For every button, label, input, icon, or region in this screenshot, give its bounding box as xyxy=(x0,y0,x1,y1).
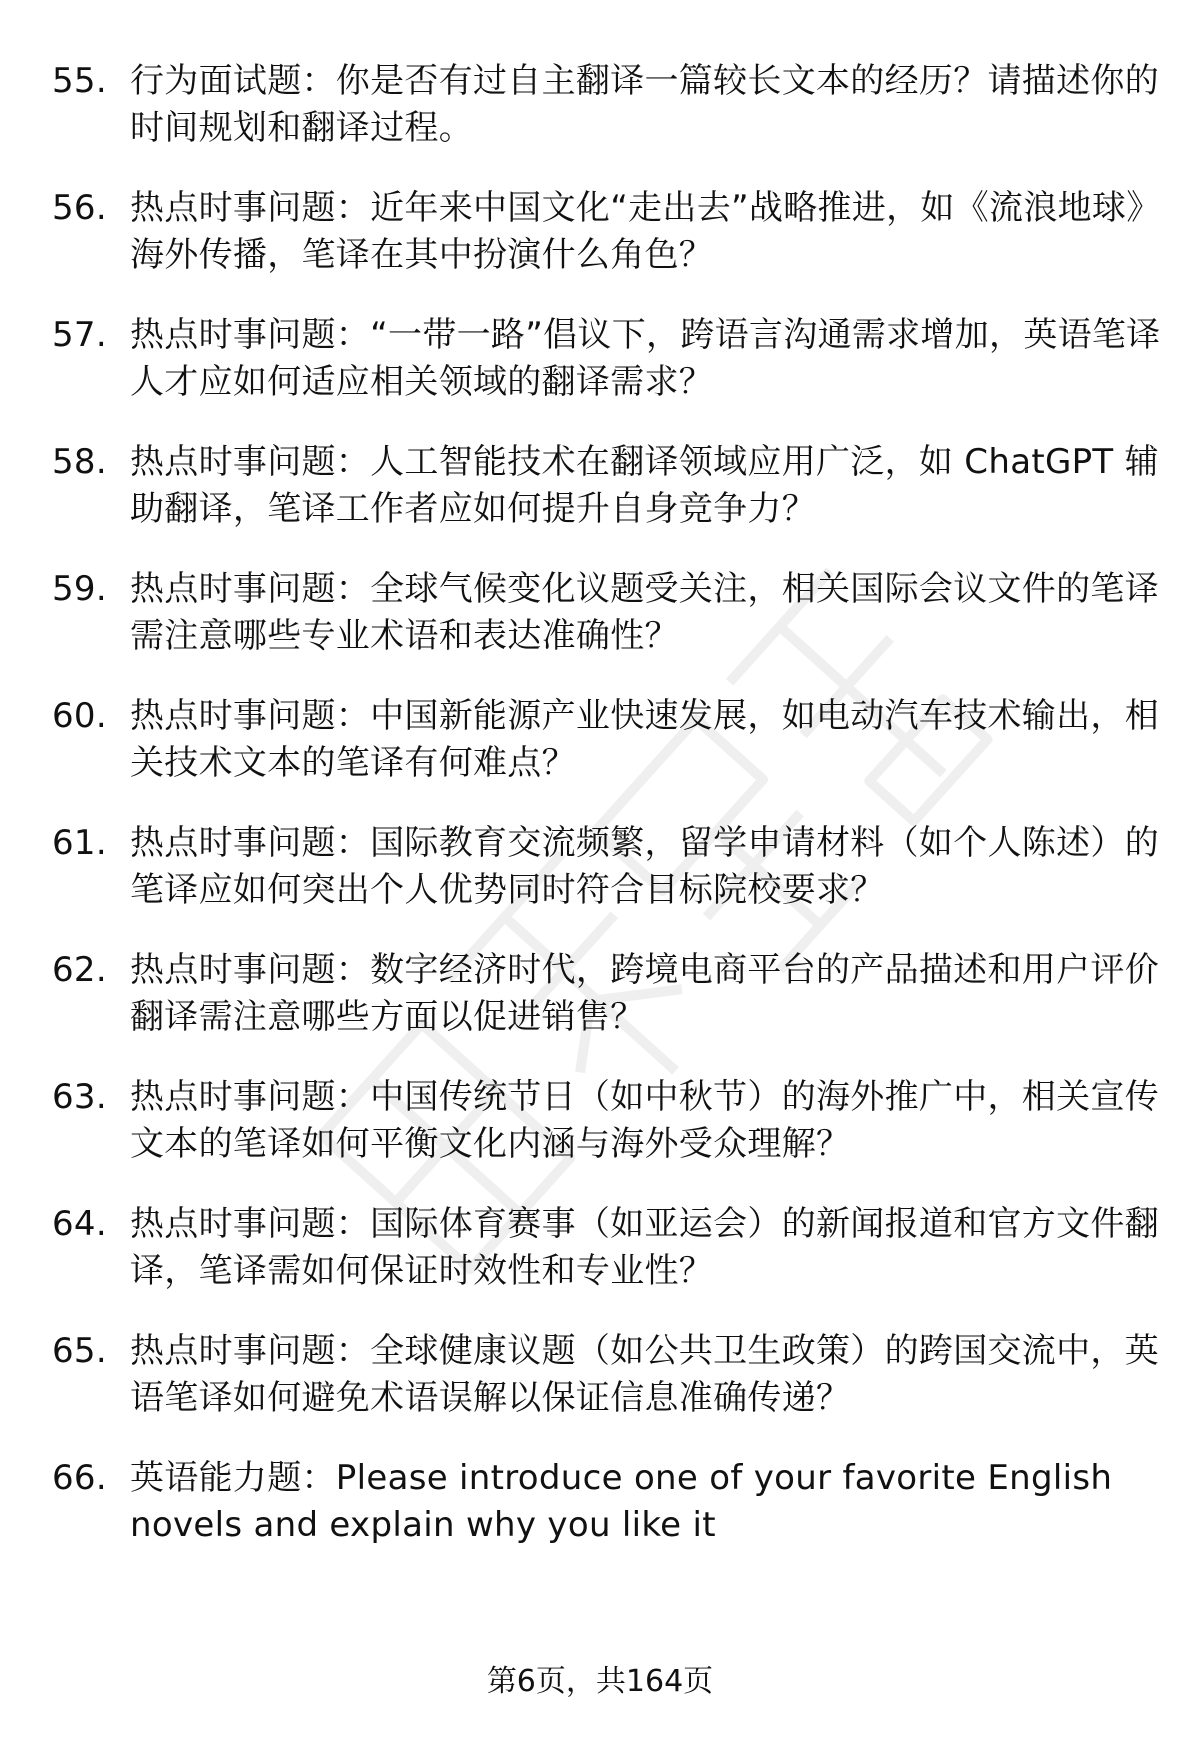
question-item xyxy=(52,185,1162,279)
question-number: 57. xyxy=(52,315,107,355)
question-number: 60. xyxy=(52,696,107,736)
question-number: 59. xyxy=(52,569,107,609)
question-number: 63. xyxy=(52,1077,107,1117)
question-item xyxy=(52,58,1162,152)
page-number-footer: 第6页，共164页 xyxy=(486,1664,714,1699)
question-number: 65. xyxy=(52,1331,107,1371)
question-item xyxy=(52,439,1162,533)
question-list xyxy=(52,58,1162,1582)
question-text: 热点时事问题：全球气候变化议题受关注，相关国际会议文件的笔译需注意哪些专业术语和表达准确性？ xyxy=(130,569,1159,656)
question-number: 62. xyxy=(52,950,107,990)
question-item xyxy=(52,566,1162,660)
question-item xyxy=(52,1201,1162,1295)
question-text: 热点时事问题：人工智能技术在翻译领域应用广泛，如 ChatGPT 辅助翻译，笔译工作者应如何提升自身竞争力？ xyxy=(130,442,1159,529)
question-number: 66. xyxy=(52,1458,107,1498)
question-text: 热点时事问题：全球健康议题（如公共卫生政策）的跨国交流中，英语笔译如何避免术语误解以保证信息准确传递？ xyxy=(130,1331,1159,1418)
question-item xyxy=(52,1074,1162,1168)
question-item xyxy=(52,1328,1162,1422)
question-number: 58. xyxy=(52,442,107,482)
question-text: 热点时事问题：国际体育赛事（如亚运会）的新闻报道和官方文件翻译，笔译需如何保证时效性和专业性？ xyxy=(130,1204,1159,1291)
question-text: 英语能力题：Please introduce one of your favorite English novels and explain why you like it xyxy=(130,1458,1113,1545)
question-text: 热点时事问题：数字经济时代，跨境电商平台的产品描述和用户评价翻译需注意哪些方面以促进销售？ xyxy=(130,950,1159,1037)
question-text: 热点时事问题：国际教育交流频繁，留学申请材料（如个人陈述）的笔译应如何突出个人优势同时符合目标院校要求？ xyxy=(130,823,1159,910)
question-text: 热点时事问题：近年来中国文化“走出去”战略推进，如《流浪地球》海外传播，笔译在其中扮演什么角色？ xyxy=(130,188,1161,275)
question-number: 61. xyxy=(52,823,107,863)
question-item xyxy=(52,947,1162,1041)
question-item xyxy=(52,1455,1162,1549)
question-number: 56. xyxy=(52,188,107,228)
question-text: 热点时事问题：“一带一路”倡议下，跨语言沟通需求增加，英语笔译人才应如何适应相关领域的翻译需求？ xyxy=(130,315,1161,402)
question-text: 热点时事问题：中国新能源产业快速发展，如电动汽车技术输出，相关技术文本的笔译有何难点？ xyxy=(130,696,1159,783)
question-text: 行为面试题：你是否有过自主翻译一篇较长文本的经历？请描述你的时间规划和翻译过程。 xyxy=(130,61,1159,148)
question-number: 55. xyxy=(52,61,107,101)
question-item xyxy=(52,312,1162,406)
question-item xyxy=(52,820,1162,914)
question-item xyxy=(52,693,1162,787)
question-number: 64. xyxy=(52,1204,107,1244)
question-text: 热点时事问题：中国传统节日（如中秋节）的海外推广中，相关宣传文本的笔译如何平衡文化内涵与海外受众理解？ xyxy=(130,1077,1159,1164)
